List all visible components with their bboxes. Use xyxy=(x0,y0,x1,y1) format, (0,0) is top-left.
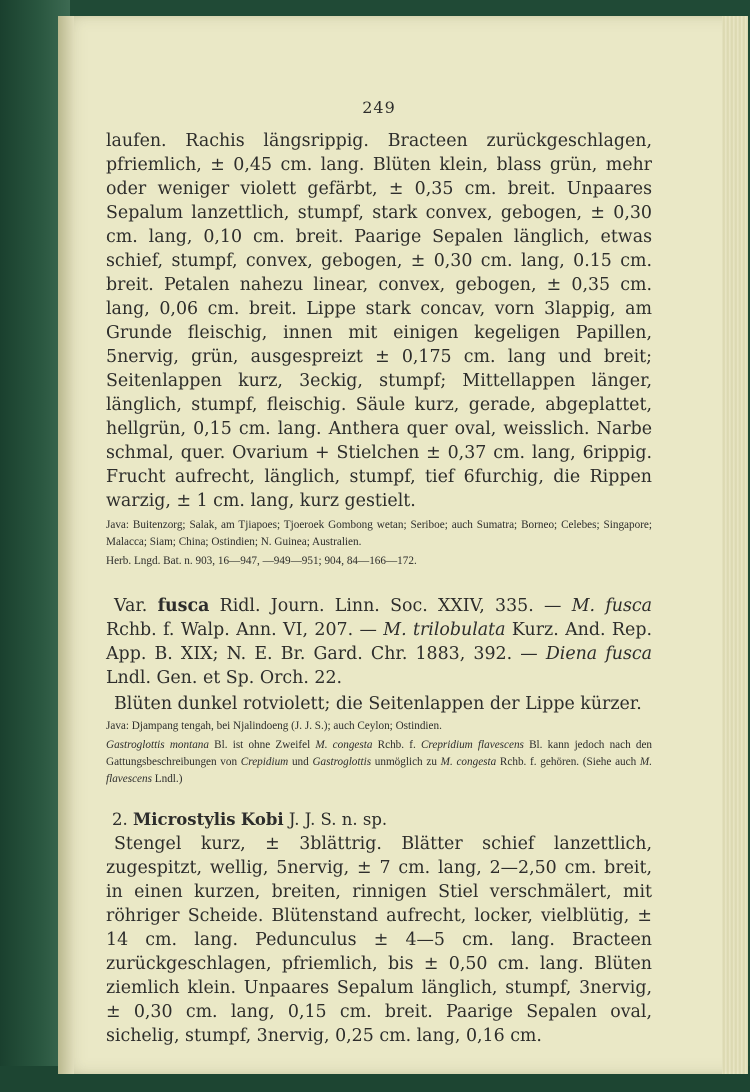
note-text-e: unmöglich zu xyxy=(374,756,437,768)
note-syn-d: Crepidium xyxy=(240,756,289,768)
note-text-a: Bl. ist ohne Zweifel xyxy=(214,739,311,751)
species-heading xyxy=(106,808,652,832)
variety-ref-3: Kurz. And. Rep. App. B. XIX; N. E. Br. Gard. Chr. 1883, 392. — xyxy=(106,620,652,664)
variety-locality: Java: Djampang tengah, bei Njalindoeng (J. J. S.); auch Ceylon; Ostindien. xyxy=(106,720,442,732)
description-paragraph: laufen. Rachis längsrippig. Bracteen zurückgeschlagen, pfriemlich, ± 0,45 cm. lang. Blüten klein, blass grün, mehr oder weniger violett gefärbt, ± 0,35 cm. breit. Unpaares Sepalum lanzettlich, stumpf, stark convex, gebogen, ± 0,30 cm. lang, 0,10 cm. breit. Paarige Sepalen länglich, etwas schief, stumpf, convex, gebogen, ± 0,30 cm. lang, 0.15 cm. breit. Petalen nahezu linear, convex, gebogen, ± 0,35 cm. lang, 0,06 cm. breit. Lippe stark concav, vorn 3lappig, am Grunde fleischig, innen mit einigen kegeligen Papillen, 5nervig, grün, ausgespreizt ± 0,175 cm. lang und breit; Seitenlappen kurz, 3eckig, stumpf; Mittellappen länger, länglich, stumpf, fleischig. Säule kurz, gerade, abgeplattet, hellgrün, 0,15 cm. lang. Anthera quer oval, weisslich. Narbe schmal, quer. Ovarium + Stielchen ± 0,37 cm. lang, 6rippig. Frucht aufrecht, länglich, stumpf, tief 6furchig, die Rippen warzig, ± 1 cm. lang, kurz gestielt. xyxy=(106,131,652,511)
note-syn-e: Gastroglottis xyxy=(312,756,372,768)
note-syn-f: M. congesta xyxy=(440,756,497,768)
note-text-c: Bl. kann jedoch nach den Gattungsbeschreibungen von xyxy=(106,739,653,768)
variety-section xyxy=(106,594,652,788)
variety-name: fusca xyxy=(157,596,210,616)
variety-ref-1: Ridl. Journ. Linn. Soc. XXIV, 335. — xyxy=(219,596,562,616)
species-authority: J. J. S. n. sp. xyxy=(288,810,388,829)
species-number: 2. xyxy=(112,810,128,829)
note-syn-g: M. flavescens xyxy=(106,756,653,785)
variety-ref-2: Rchb. f. Walp. Ann. VI, 207. — xyxy=(106,620,377,640)
note-text-f: Rchb. f. gehören. (Siehe auch xyxy=(499,756,637,768)
variety-syn-3: Diena fusca xyxy=(545,644,652,664)
variety-syn-2: M. trilobulata xyxy=(383,620,506,640)
text-column xyxy=(106,98,652,1048)
note-syn-b: M. congesta xyxy=(315,739,373,751)
description-main xyxy=(106,129,652,513)
species-genus: Microstylis xyxy=(133,810,236,829)
herbarium-reference: Herb. Lngd. Bat. n. 903, 16—947, —949—951; 904, 84—166—172. xyxy=(106,555,417,567)
variety-syn-1: M. fusca xyxy=(571,596,652,616)
page-edge-stack xyxy=(722,16,748,1074)
variety-note xyxy=(106,737,652,788)
variety-description: Blüten dunkel rotviolett; die Seitenlappen der Lippe kürzer. xyxy=(114,694,642,714)
species-section xyxy=(106,808,652,1048)
variety-prefix: Var. xyxy=(114,596,148,616)
page-number: 249 xyxy=(362,98,396,117)
species-epithet: Kobi xyxy=(240,810,284,829)
note-text-b: Rchb. f. xyxy=(377,739,416,751)
variety-references xyxy=(106,594,652,690)
variety-ref-4: Lndl. Gen. et Sp. Orch. 22. xyxy=(106,668,343,688)
page-gutter xyxy=(58,16,74,1074)
book-page xyxy=(58,16,748,1074)
species-description: Stengel kurz, ± 3blättrig. Blätter schief lanzettlich, zugespitzt, wellig, 5nervig, ± 7 cm. lang, 2—2,50 cm. breit, in einen kurzen, breiten, rinnigen Stiel verschmälert, mit röhriger Scheide. Blütenstand aufrecht, locker, vielblütig, ± 14 cm. lang. Pedunculus ± 4—5 cm. lang. Bracteen zurückgeschlagen, pfriemlich, bis ± 0,50 cm. lang. Blüten ziemlich klein. Unpaares Sepalum länglich, stumpf, 3nervig, ± 0,30 cm. lang, 0,15 cm. breit. Paarige Sepalen oval, sichelig, stumpf, 3nervig, 0,25 cm. lang, 0,16 cm. xyxy=(106,834,652,1046)
note-text-d: und xyxy=(291,756,309,768)
note-text-g: Lndl.) xyxy=(154,773,183,785)
note-syn-c: Crepridium flavescens xyxy=(420,739,524,751)
note-syn-a: Gastroglottis montana xyxy=(106,739,209,751)
locality-main: Java: Buitenzorg; Salak, am Tjiapoes; Tjoeroek Gombong wetan; Seriboe; auch Sumatra; Borneo; Celebes; Singapore; Malacca; Siam; China; Ostindien; N. Guinea; Australien. xyxy=(106,519,652,548)
